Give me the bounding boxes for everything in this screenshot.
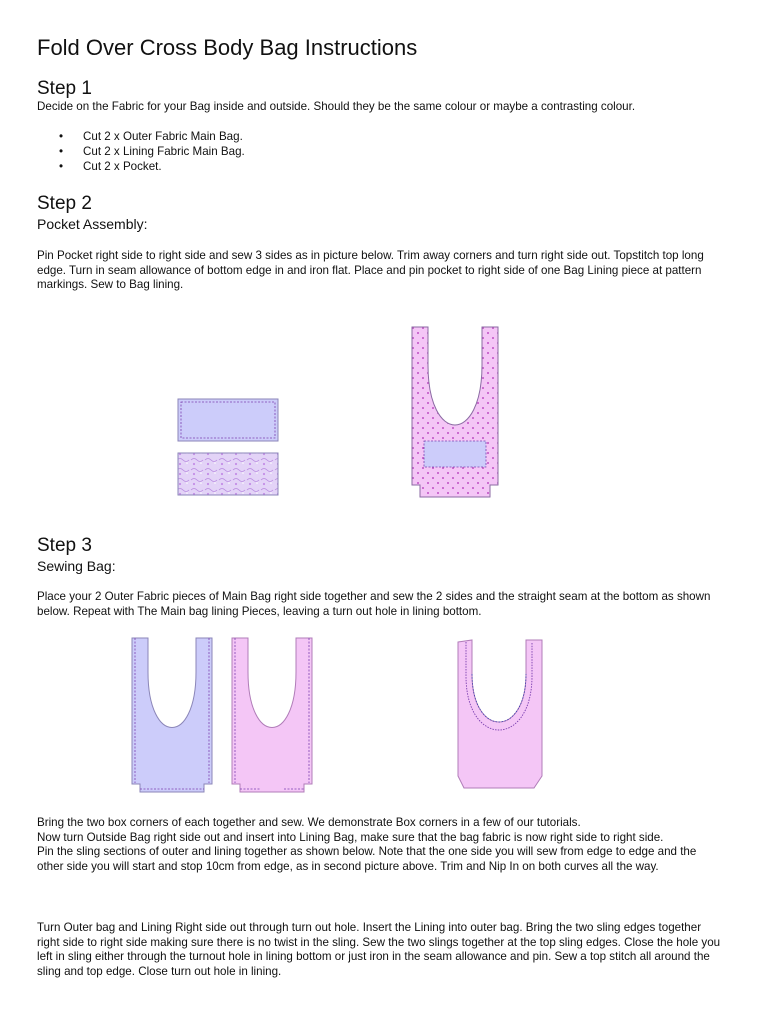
step3-para2-line: Bring the two box corners of each together and sew. We demonstrate Box corners in a few of our tutorials. (37, 816, 581, 829)
lining-with-pocket-illustration (410, 325, 502, 501)
pocket-illustration (176, 397, 282, 499)
step1-cut-list (37, 129, 245, 174)
list-item: • Cut 2 x Outer Fabric Main Bag. (37, 129, 245, 144)
step3-para2-line: Now turn Outside Bag right side out and insert into Lining Bag, make sure that the bag fabric is now right side to right side. (37, 830, 664, 844)
lining-bag-illustration (230, 636, 320, 796)
step2-subheading: Pocket Assembly: (37, 216, 148, 232)
pocket-floral (178, 453, 278, 495)
pocket-plain (178, 399, 278, 441)
step3-subheading: Sewing Bag: (37, 558, 116, 574)
step2-heading: Step 2 (37, 193, 92, 214)
step3-text: Place your 2 Outer Fabric pieces of Main Bag right side together and sew the 2 sides and the straight seam at the bottom as shown below. Repeat with The Main bag lining Pieces, leaving a turn out hole in lining bottom. (37, 590, 711, 618)
step1-intro: Decide on the Fabric for your Bag inside and outside. Should they be the same colour or maybe a contrasting colour. (37, 100, 636, 113)
step3-para2-line: Pin the sling sections of outer and lining together as shown below. Note that the one side you will sew from edge to edge and the other side you will start and stop 10cm from edge, as in second picture above. Trim and Nip In on both curves all the way. (37, 845, 697, 873)
outer-bag-illustration (130, 636, 220, 796)
step3-heading: Step 3 (37, 535, 92, 556)
step1-heading: Step 1 (37, 78, 92, 99)
page-title: Fold Over Cross Body Bag Instructions (37, 35, 418, 60)
step3-para3: Turn Outer bag and Lining Right side out through turn out hole. Insert the Lining into outer bag. Bring the two sling edges together right side to right side making sure there is no twist in the sling. Sew the two slings together at the top sling edges. Close the hole you left in sling either through the turnout hole in lining bottom or just iron in the seam allowance and pin. Sew a top stitch all around the sling and top edge. Close turn out hole in lining. (37, 921, 721, 978)
list-item: • Cut 2 x Lining Fabric Main Bag. (37, 144, 245, 159)
list-item: • Cut 2 x Pocket. (37, 159, 245, 174)
step2-text: Pin Pocket right side to right side and sew 3 sides as in picture below. Trim away corners and turn right side out. Topstitch top long edge. Turn in seam allowance of bottom edge in and iron flat. Place and pin pocket to right side of one Bag Lining piece at pattern markings. Sew to Bag lining. (37, 249, 704, 292)
joined-bag-illustration (456, 638, 548, 794)
step3-para2 (37, 816, 727, 874)
